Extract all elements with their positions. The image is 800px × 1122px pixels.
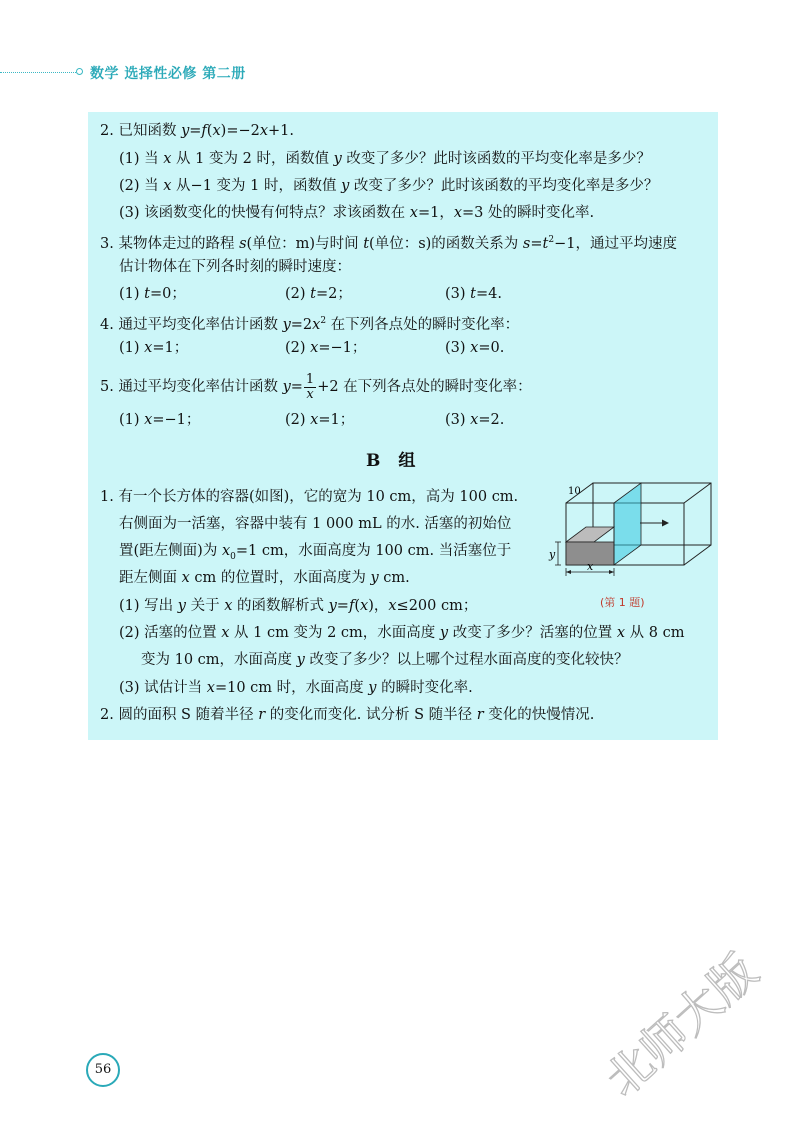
problem-4-stem: 4. 通过平均变化率估计函数 $y=2x^2$ 在下列各点处的瞬时变化率：: [100, 316, 520, 333]
problem-4-part-2: (2) x=−1；: [285, 340, 367, 356]
figure-label-y: y: [549, 548, 556, 561]
figure-caption: (第 1 题): [600, 596, 645, 609]
watermark-logo: [592, 910, 792, 1110]
fraction-1-over-x: $\frac{1}{x}$: [305, 371, 315, 402]
problem-4-part-3: (3) x=0.: [445, 340, 505, 356]
figure-label-width: 10: [568, 486, 581, 497]
problem-3-part-2: (2) t=2；: [285, 286, 352, 302]
problem-b1-stem-line-1: 1. 有一个长方体的容器(如图)，它的宽为 10 cm，高为 100 cm.: [100, 489, 519, 505]
problem-b1-part-2-line-2: 变为 10 cm，水面高度 y 改变了多少？以上哪个过程水面高度的变化较快？: [141, 652, 629, 668]
problem-3-stem-line-2: 估计物体在下列各时刻的瞬时速度：: [119, 259, 351, 275]
problem-b1-part-1: (1) 写出 y 关于 x 的函数解析式 y=f(x)，x≤200 cm；: [119, 598, 478, 614]
figure-label-x: x: [587, 560, 594, 573]
problem-2-part-3: (3) 该函数变化的快慢有何特点？求该函数在 x=1，x=3 处的瞬时变化率.: [119, 205, 595, 221]
problem-b1-stem-line-3: 置(距左侧面)为 $x_0=1$ cm，水面高度为 100 cm. 当活塞位于: [119, 543, 512, 562]
problem-b1-stem-line-4: 距左侧面 x cm 的位置时，水面高度为 y cm.: [119, 570, 410, 586]
header-book-title: 数学 选择性必修 第二册: [90, 66, 246, 82]
header-rule-dot: [76, 68, 83, 75]
problem-b2: 2. 圆的面积 S 随着半径 r 的变化而变化. 试分析 S 随半径 r 变化的快慢情况.: [100, 707, 595, 723]
problem-5-part-1: (1) x=−1；: [119, 412, 201, 428]
section-b-title: B组: [366, 451, 434, 471]
watermark-text: 北师大版: [594, 943, 768, 1107]
problem-4-part-1: (1) x=1；: [119, 340, 189, 356]
problem-b1-stem-line-2: 右侧面为一活塞，容器中装有 1 000 mL 的水. 活塞的初始位: [119, 516, 512, 532]
problem-2-part-1: (1) 当 x 从 1 变为 2 时，函数值 y 改变了多少？此时该函数的平均变化率是多少？: [119, 151, 651, 167]
page-number: 56: [86, 1053, 120, 1087]
problem-5-part-2: (2) x=1；: [285, 412, 355, 428]
header-rule: [0, 72, 78, 73]
container-figure: [548, 478, 714, 606]
problem-b1-part-2-line-1: (2) 活塞的位置 x 从 1 cm 变为 2 cm，水面高度 y 改变了多少？活塞的位置 x 从 8 cm: [119, 625, 685, 641]
problem-3-part-3: (3) t=4.: [445, 286, 502, 302]
problem-3-part-1: (1) t=0；: [119, 286, 186, 302]
problem-2-part-2: (2) 当 x 从−1 变为 1 时，函数值 y 改变了多少？此时该函数的平均变化率是多少？: [119, 178, 659, 194]
problem-5-stem: 5. 通过平均变化率估计函数 y= $\frac{1}{x}$ +2 在下列各点处的瞬时变化率：: [100, 371, 532, 402]
problem-2-stem: 2. 已知函数 y=f(x)=−2x+1.: [100, 123, 295, 139]
problem-3-stem-line-1: 3. 某物体走过的路程 s(单位：m)与时间 t(单位：s)的函数关系为 $s=t^2-1$，通过平均速度: [100, 235, 677, 252]
problem-b1-part-3: (3) 试估计当 x=10 cm 时，水面高度 y 的瞬时变化率.: [119, 680, 473, 696]
problem-5-part-3: (3) x=2.: [445, 412, 505, 428]
